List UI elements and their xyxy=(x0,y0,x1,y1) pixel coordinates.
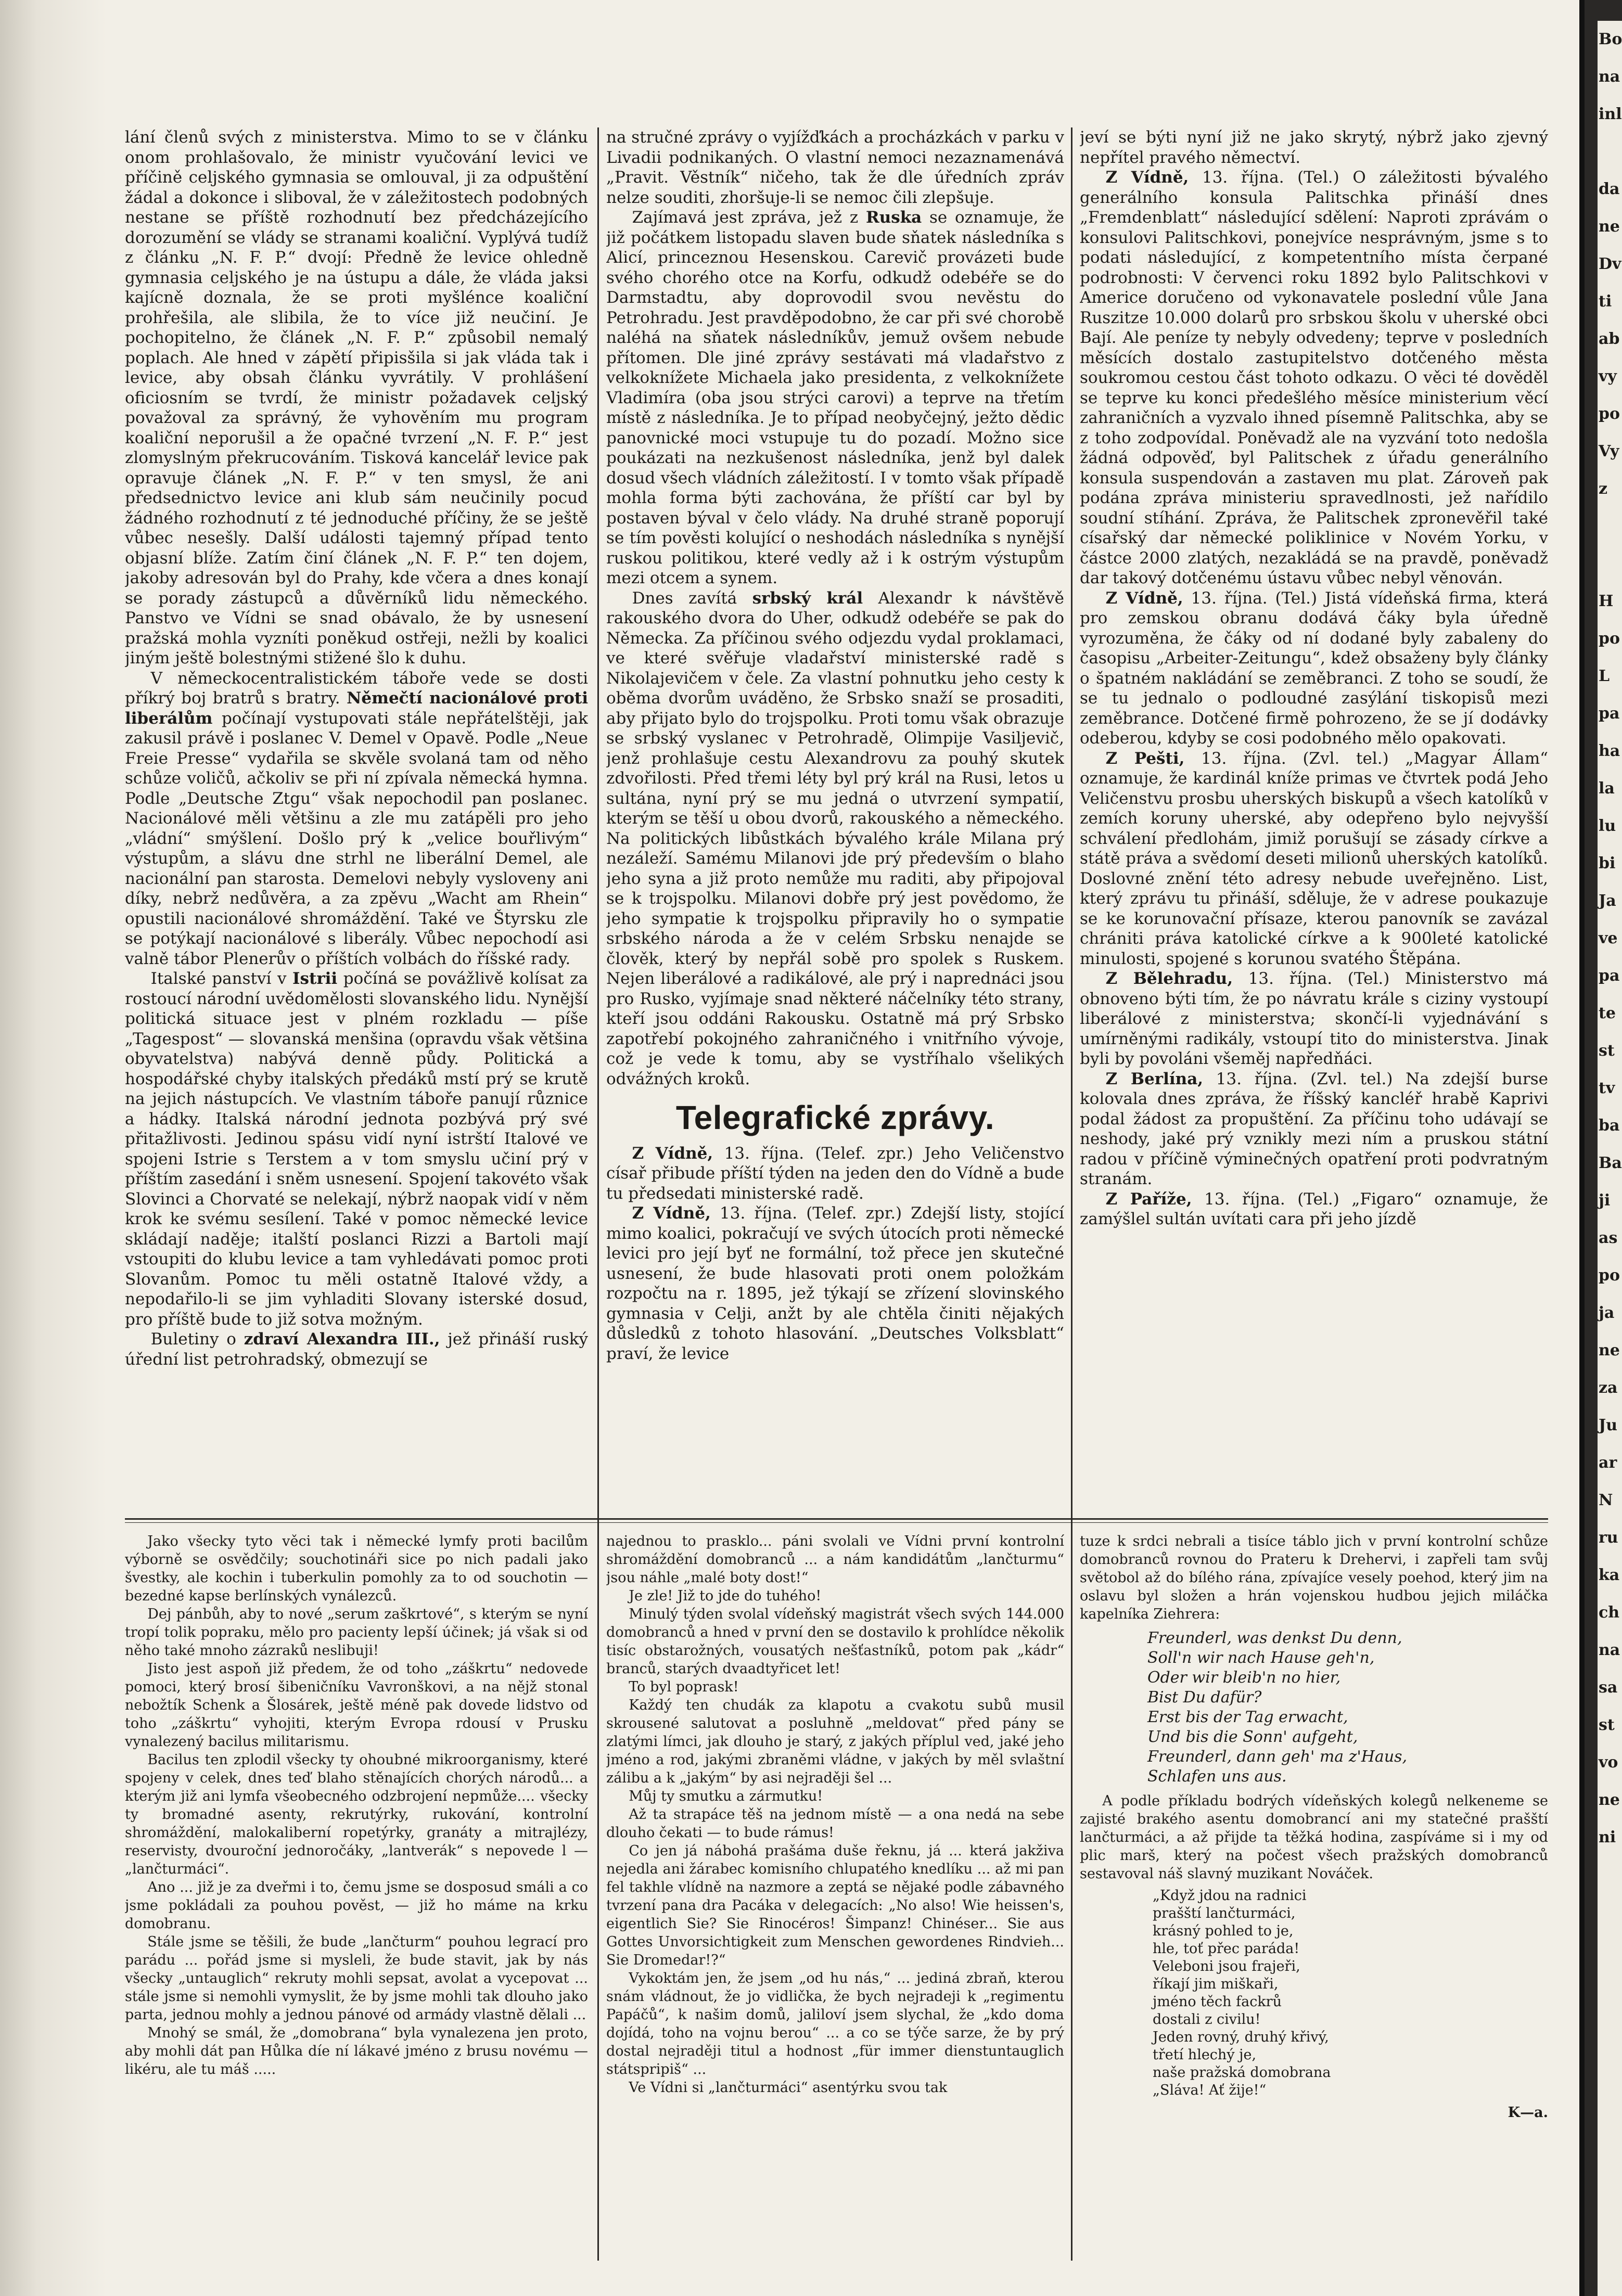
article-text xyxy=(125,127,588,1369)
telegram: Z Vídně, 13. října. (Telef. zpr.) Zdejší listy, stojící mimo koalici, pokračují ve svých útocích proti německé levici pro její byť ne formální, tož přece jen skutečné usnesení, že bude hlasovati proti onem položkám rozpočtu na r. 1895, jež týkají se zřízení slovinského gymnasia v Celji, anžt by ale chtěla činiti nějakých důsledků z tohoto hlasování. „Deutsches Volksblatt“ praví, že levice xyxy=(606,1204,1064,1363)
edge-text-fragment: pa xyxy=(1599,967,1620,985)
edge-text-fragment: vy xyxy=(1599,367,1617,386)
page-spine xyxy=(1579,0,1585,2296)
edge-text-fragment: po xyxy=(1599,1266,1620,1285)
edge-text-fragment: ve xyxy=(1599,929,1618,947)
edge-text-fragment: ne xyxy=(1599,1341,1620,1359)
verse-line: Und bis die Sonn' aufgeht, xyxy=(1147,1728,1358,1746)
verse-line: „Když jdou na radnici xyxy=(1153,1888,1307,1904)
verse-line: říkají jim miškaři, xyxy=(1153,1976,1279,1992)
dateline: Z Vídně, xyxy=(632,1204,711,1223)
dateline: Z Paříže, xyxy=(1105,1189,1192,1209)
dateline: Z Vídně, xyxy=(1105,168,1189,187)
telegram: Z Vídně, 13. října. (Tel.) Jistá vídeňská firma, která pro zemskou obranu dodává čáky byla úředně vyrozuměna, že čáky od ní dodané byly zabaleny do časopisu „Arbeiter-Zeitungu“, kdež obsaženy byly články o špatném nakládání se zeměbranci. Z toho se soudí, že se tu jednalo o podloudné zasýlání tiskopisů mezi zeměbrance. Dotčené firmě pohrozeno, že se jí dodávky odeberou, kdyby se cosi podobného mělo opakovati. xyxy=(1080,588,1548,748)
dateline: Z Pešti, xyxy=(1105,749,1185,768)
paragraph: To byl poprask! xyxy=(629,1679,739,1695)
column-rule xyxy=(597,127,599,2261)
paragraph: Jisto jest aspoň již předem, že od toho „záškrtu“ nedovede pomoci, který brosí šibeničníku Vavronškovi, a na nějž stonal nebožtík Schenk a Šlosárek, ještě méně pak dovede lidstvo od toho „záškrtu“ vyhojiti, kterým Evropa rdousí v Prusku vynalezený bacilus militarismu. xyxy=(125,1661,588,1750)
edge-text-fragment: vo xyxy=(1599,1753,1618,1772)
edge-text-fragment: ba xyxy=(1599,1117,1620,1135)
edge-text-fragment: Ba xyxy=(1599,1154,1622,1172)
edge-text-fragment: N xyxy=(1599,1491,1613,1509)
edge-text-fragment: na xyxy=(1599,68,1620,86)
paragraph: Ve Vídni si „lančturmáci“ asentýrku svou tak xyxy=(629,2080,948,2096)
edge-text-fragment: as xyxy=(1599,1229,1618,1247)
edge-text-fragment: ja xyxy=(1599,1304,1615,1322)
edge-text-fragment xyxy=(1599,545,1622,583)
edge-text-fragment xyxy=(1599,508,1622,545)
dateline: Z Vídně, xyxy=(632,1144,713,1163)
paragraph: najednou to prasklo... páni svolali ve Vídni první kontrolní shromáždění domobranců ... a nám kandidátům „lančturmu“ jsou náhle „malé boty dost!“ xyxy=(606,1533,1064,1586)
verse-line: prašští lančturmáci, xyxy=(1153,1905,1296,1921)
edge-text-fragment: ar xyxy=(1599,1454,1617,1472)
feuilleton-rule xyxy=(125,1518,1548,1520)
edge-text-fragment: lu xyxy=(1599,817,1616,835)
paragraph: Dnes zavítá srbský král Alexandr k návštěvě rakouského dvora do Uher, odkudž odebéře se pak do Německa. Za příčinou svého odjezdu vydal proklamaci, ve které svěřuje vladařství ministerské radě s Nikolajevičem v čele. Za vlastní pohnutku jeho cesty k oběma dvorům uváděno, že Srbsko snaží se prosaditi, aby přijato bylo do trojspolku. Proti tomu však obrazuje se srbský vyslanec v Petrohradě, Olimpije Vasiljevič, jenž prohlašuje cestu Alexandrovu za pouhý skutek zdvořilosti. Před třemi léty byl prý král na Rusi, letos u sultána, nyní prý se mu jedná o utvrzení sympatií, kterým se těší u obou dvorů, rakouského a německého. Na politických libůstkách bývalého krále Milana prý nezáleží. Samému Milanovi jde prý především o blaho jeho syna a již proto nemůže mu raditi, aby připojoval se k trojspolku. Milanovi dobře prý jest povědomo, že jeho sympatie k trojspolku připravily ho o sympatie srbského národa a že v celém Srbsku nenajde se člověk, který by nepřál sobě pro spolek s Ruskem. Nejen liberálové a radikálové, ale prý i naprednáci jsou pro Rusko, vyjímaje snad některé náčelníky této strany, kteří jsou oddáni Rakousku. Ostatně má prý Srbsko zapotřebí pokojného zahraničného i vnitřního vývoje, což je vede k tomu, aby se vystříhalo všelikých odvážných kroků. xyxy=(606,588,1064,1088)
verse-line: Jeden rovný, druhý křivý, xyxy=(1153,2029,1329,2045)
emphasis: Istrii xyxy=(292,969,338,988)
feuilleton-column-3 xyxy=(1080,1532,1548,2219)
paragraph: Bacilus ten zplodil všecky ty ohoubné mikroorganismy, které spojeny v celek, dnes teď blaho stěnajících chorých národů... a kterým již ani lymfa všeobecného odzbrojení nepmůže.... všecky ty bromadné asenty, rekrutýrky, rukování, kontrolní shromáždění, malokaliberní ropetýrky, granáty a mitrajlézy, reservisty, dvouroční jednoročáky, „lantverák“ s nepovede l — „lančturmáci“. xyxy=(125,1752,588,1877)
column-1 xyxy=(125,127,588,1495)
feuilleton-text xyxy=(1080,1532,1548,2122)
column-3 xyxy=(1080,127,1548,1495)
verse-line: Erst bis der Tag erwacht, xyxy=(1147,1708,1348,1726)
paragraph: Vykoktám jen, že jsem „od hu nás,“ ... jediná zbraň, kterou snám vládnout, že jo vidlička, že bych nejradeji k „regimentu Papáčů“, k našim domů, jaliloví jsem slychal, že „kdo doma dojídá, toho na vojnu berou“ ... a co se týče sarze, že by prý dostal nejraději titul a hodnost „für immer dienstuntauglich státspripiš“ ... xyxy=(606,1970,1064,2077)
verse-line: třetí hlechý je, xyxy=(1153,2047,1257,2063)
next-page-fragment xyxy=(1598,21,1622,2296)
edge-text-fragment: ka xyxy=(1599,1566,1620,1584)
edge-text-fragment: Dv xyxy=(1599,255,1621,273)
paragraph: Italské panství v Istrii počíná se povážlivě kolísat za rostoucí národní uvědomělosti slovanského lidu. Nynější politická situace jest v plném rozkladu — píše „Tagespost“ — slovanská menšina (opravdu však většina obyvatelstva) nabývá denně půdy. Politická a hospodářské chyby italských předáků mstí prý se krutě na jejich nástupcích. Ve vlastním táboře panují různice a hádky. Italská národní jednota pozbývá prý své přitažlivosti. Jedinou spásu vidí nyní istrští Italové ve spojeni Istrie s Terstem a v tom smyslu učiní prý v příštím zasedání i sněm usnesení. Spojení takovéto však Slovinci a Chorvaté se nelekají, nýbrž naopak vidí v něm krok ke svému sesílení. Také v pomoc německé levice skládají naděje; italští poslanci Rizzi a Bartoli mají vstoupiti do klubu levice a tam vyhledávati pomoc proti Slovanům. Pomoc tu měli ostatně Italové vždy, a nepodařilo-li se jim vyhladiti Slovany isterské dosud, pro příště bude to již sotva možným. xyxy=(125,969,588,1329)
edge-text-fragment: Ja xyxy=(1599,892,1616,910)
dateline: Z Vídně, xyxy=(1105,588,1183,608)
verse-line: Schlafen uns aus. xyxy=(1147,1767,1287,1786)
edge-text-fragment: tv xyxy=(1599,1079,1615,1097)
edge-text-fragment: ji xyxy=(1599,1191,1611,1210)
verse-line: Soll'n wir nach Hause geh'n, xyxy=(1147,1649,1375,1667)
dateline: Z Berlína, xyxy=(1105,1069,1204,1088)
column-2 xyxy=(606,127,1064,1495)
song-verse-german xyxy=(1147,1628,1548,1787)
edge-text-fragment: ni xyxy=(1599,1828,1616,1846)
paragraph: Každý ten chudák za klapotu a cvakotu subů musil skrousené salutovat a posluhně „meldovat“ před pány se zlatými límci, jak dlouho je starý, z jakých příplul ved, jaké jeho jméno a rod, jakými zbraněmi vládne, v jakých by měl svlaštní zálibu a k „jakým“ by asi nejraději šel ... xyxy=(606,1697,1064,1786)
edge-text-fragment: sa xyxy=(1599,1678,1618,1697)
edge-text-fragment xyxy=(1599,133,1622,171)
paragraph: Až ta strapáce těš na jednom místě — a ona nedá na sebe dlouho čekati — to bude rámus! xyxy=(606,1806,1064,1841)
dateline: Z Bělehradu, xyxy=(1105,969,1233,988)
author-signature: K—a. xyxy=(1508,2105,1548,2121)
edge-text-fragment: bi xyxy=(1599,854,1616,873)
edge-text-fragment: inl xyxy=(1599,105,1622,123)
emphasis: srbský král xyxy=(752,588,863,608)
edge-text-fragment: po xyxy=(1599,405,1620,423)
edge-text-fragment: pa xyxy=(1599,704,1620,723)
edge-text-fragment: Bo xyxy=(1599,30,1622,48)
song-verse-czech xyxy=(1153,1887,1548,2099)
edge-text-fragment: Vy xyxy=(1599,442,1619,460)
edge-text-fragment: ne xyxy=(1599,217,1620,236)
paragraph: Minulý týden svolal vídeňský magistrát všech svých 144.000 domobranců a hned v první den se dostavilo k prohlídce několik tisíc obstarožných, vousatých nešťastníků, potom pak „kádr“ branců, starých dvaadtyřicet let! xyxy=(606,1606,1064,1677)
feuilleton-column-2 xyxy=(606,1532,1064,2198)
edge-text-fragment: Ju xyxy=(1599,1416,1618,1434)
column-rule xyxy=(1071,127,1072,2261)
emphasis: Ruska xyxy=(865,208,922,227)
telegram: Z Vídně, 13. října. (Telef. zpr.) Jeho Veličenstvo císař přibude příští týden na jeden den do Vídně a bude tu předsedati ministerské radě. xyxy=(606,1144,1064,1203)
verse-line: dostali z civilu! xyxy=(1153,2011,1261,2028)
verse-line: hle, toť přec paráda! xyxy=(1153,1941,1300,1957)
edge-text-fragment: ch xyxy=(1599,1604,1620,1622)
edge-text-fragment: po xyxy=(1599,630,1620,648)
verse-line: naše pražská domobrana xyxy=(1153,2064,1331,2081)
paragraph: Dej pánbůh, aby to nové „serum zaškrtové“, s kterým se nyní tropí tolik popraku, mělo pro pacienty lepší účinek; já však si od něho také mnoho zázraků neslibuji! xyxy=(125,1606,588,1659)
telegram: Z Berlína, 13. října. (Zvl. tel.) Na zdejší burse kolovala dnes zpráva, že říšský kancléř hrabě Kaprivi podal žádost za propuštění. Za příčinu toho udávají se neshody, jaké prý vznikly mezi ním a pruskou státní radou v příčině výminečných opatření proti podvratným stranám. xyxy=(1080,1069,1548,1188)
verse-line: jméno těch fackrů xyxy=(1153,1994,1282,2010)
edge-text-fragment: ab xyxy=(1599,330,1620,348)
article-text xyxy=(606,127,1064,1364)
scan-margin xyxy=(0,0,107,2296)
edge-text-fragment: ru xyxy=(1599,1529,1618,1547)
feuilleton-text xyxy=(125,1532,588,2079)
paragraph: Buletiny o zdraví Alexandra III., jež přináší ruský úřední list petrohradský, obmezují se xyxy=(125,1330,588,1369)
feuilleton-rule xyxy=(125,1522,1548,1523)
edge-text-fragment: za xyxy=(1599,1379,1618,1397)
edge-text-fragment: ne xyxy=(1599,1791,1620,1809)
verse-line: Freunderl, was denkst Du denn, xyxy=(1147,1629,1402,1647)
edge-text-fragment: ha xyxy=(1599,742,1620,760)
telegram: Z Vídně, 13. října. (Tel.) O záležitosti bývalého generálního konsula Palitschka přináší dnes „Fremdenblatt“ následující sdělení: Naproti zprávám o konsulovi Palitschkovi, ponejvíce nesprávným, jsme s to podati následující, z kompetentního místa čerpané podrobnosti: V červenci roku 1892 bylo Palitschkovi v Americe doručeno od vykonavatele poslední vůle Jana Ruszitze 10.000 dolarů pro srbskou školu v uherské obci Bají. Ale peníze ty nebyly odvedeny; teprve v posledních měsících dostalo zastupitelstvo dotčeného města soukromou cestou část tohoto odkazu. O věci té dověděl se teprve ku konci předešlého měsíce ministerium věcí zahraničních a vyzvalo ihned písemně Palitschka, aby se z toho zodpovídal. Poněvadž ale na vyzvání toto nedošla žádná odpověď, byl Palitschek z úřadu generálního konsula suspendován a zastaven mu plat. Zároveň pak podána zpráva ministeriu spravedlnosti, jež nařídilo soudní stíhání. Zpráva, že Palitschek zpronevěřil také císařský dar německé poliklinice v Novém Yorku, v částce 2000 zlatých, nezakládá se na pravdě, poněvadž dar takový dotčenému ústavu vůbec nebyl věnován. xyxy=(1080,168,1548,587)
verse-line: Oder wir bleib'n no hier, xyxy=(1147,1669,1341,1687)
feuilleton-text xyxy=(606,1532,1064,2097)
edge-text-fragment: H xyxy=(1599,592,1614,610)
edge-text-fragment: L xyxy=(1599,667,1610,685)
paragraph: Zajímavá jest zpráva, jež z Ruska se oznamuje, že již počátkem listopadu slaven bude sňatek následníka s Alicí, princeznou Hesenskou. Carevič provázeti bude svého chorého otce na Korfu, odkudž odebéře se do Darmstadtu, aby doprovodil svou nevěstu do Petrohradu. Jest pravděpodobno, že car při své chorobě naléhá na sňatek následníkův, jemuž ovšem nebude přítomen. Dle jiné zprávy sestávati má vladařstvo z velkoknížete Michaela jako presidenta, z velkoknížete Vladimíra (oba jsou strýci carovi) a teprve na třetím místě z následníka. Je to případ neobyčejný, ježto dědic panovnické moci vstupuje tu do pozadí. Možno sice poukázati na nezkušenost následníka, jenž byl dalek dosud všech vládních záležitostí. I v tomto však případě mohla forma býti zachována, že příští car byl by postaven býval v čelo vlády. Na druhé straně poporují se tím pověsti kolující o neshodách následníka s nynější ruskou politikou, které vedly až i k ostrým výstupům mezi otcem a synem. xyxy=(606,208,1064,587)
feuilleton-column-1 xyxy=(125,1532,588,2198)
paragraph: lání členů svých z ministerstva. Mimo to se v článku onom prohlašovalo, že ministr vyučování levici ve příčině celjského gymnasia se omlouval, ji za odpuštění žádal a dokonce i sliboval, že v záležitostech podobných nestane se příště rozhodnutí bez předcházejícího dorozumění se vlády se stranami koaliční. Vyplývá tudíž z článku „N. F. P.“ dvojí: Předně že levice ohledně gymnasia celjského je na ústupu a dále, že vláda jaksi kajícně doznala, že se proti myšlénce koaliční prohřešila, ale slibila, že to více již neučiní. Je pochopitelno, že článek „N. F. P.“ způsobil nemalý poplach. Ale hned v zápětí připisšila si jak vláda tak i levice, aby obsah článku vyvrátily. V prohlášení oficiosním se tvrdí, že ministr požadavek celjský považoval za správný, že vyhověním mu program koaliční neporušil a že opačné tvrzení „N. F. P.“ jest zlomyslným překrucováním. Tisková kancelář levice pak opravuje článek „N. F. P.“ v ten smysl, že ani předsednictvo levice ani klub sám neučinily pocud žádného rozhodnutí z té jednoduché příčiny, že se ještě vůbec nesešly. Další události tajemný případ tento objasní blíže. Zatím činí článek „N. F. P.“ ten dojem, jakoby adresován byl do Prahy, kde včera a dnes konají se porady zástupců a důvěrníků lidu německého. Panstvo ve Vídni se snad obávalo, že by usnesení pražská mohla vyzníti poněkud ostřeji, nežli by koalici jiným ještě bolestnými stižené šlo k duhu. xyxy=(125,128,588,668)
paragraph: A podle příkladu bodrých vídeňských kolegů nelkeneme se zajisté brakého asentu domobrancí ani my statečné prašští lančturmáci, a až přijde ta těžká hodina, zaspíváme si i my od plic marš, který na počest všech pražských domobranců sestavoval náš slavný muzikant Nováček. xyxy=(1080,1793,1548,1882)
edge-text-fragment: st xyxy=(1599,1042,1615,1060)
section-heading: Telegrafické zprávy. xyxy=(675,1099,995,1136)
verse-line: Veleboni jsou frajeři, xyxy=(1153,1958,1300,1974)
verse-line: Bist Du dafür? xyxy=(1147,1688,1262,1707)
verse-line: Freunderl, dann geh' ma z'Haus, xyxy=(1147,1748,1408,1766)
paragraph: Stále jsme se těšili, že bude „lančturm“ pouhou legrací pro parádu ... pořád jsme si mysleli, že bude stavit, jak by nás všecky „untauglich“ rekruty mohli sepsat, avolat a vycepovat ... stále jsme si nemohli vymyslit, že by jsme mohli tak dlouho jako parta, jednou mohly a jednou pánové od armády vlastně dělali ... xyxy=(125,1934,588,2023)
paragraph: Můj ty smutku a zármutku! xyxy=(629,1788,823,1804)
telegram: Z Paříže, 13. října. (Tel.) „Figaro“ oznamuje, že zamýšlel sultán uvítati cara při jeho jízdě xyxy=(1080,1189,1548,1228)
emphasis: zdraví Alexandra III., xyxy=(244,1330,440,1349)
edge-text-fragment: ti xyxy=(1599,292,1612,311)
paragraph: tuze k srdci nebrali a tisíce táblo jich v první kontrolní schůze domobranců rovnou do Prateru k Drehervi, i zapřeli tam svůj světobol až do bílého rána, zpívajíce vesely poehod, který jim na oslavu byl složen a hrán vojenskou hudbou jejich miláčka kapelníka Ziehrera: xyxy=(1080,1533,1548,1622)
edge-text-fragment: te xyxy=(1599,1004,1616,1022)
edge-text-fragment: st xyxy=(1599,1716,1615,1734)
verse-line: „Sláva! Ať žije!“ xyxy=(1153,2082,1267,2098)
paragraph: Jako všecky tyto věci tak i německé lymfy proti bacilům výborně se osvědčily; souchotináři sice po nich padali jako švestky, ale kochin i tuberkulin pomohly za to od souchotin — bezedné kapse berlínských vynálezců. xyxy=(125,1533,588,1604)
edge-text-fragment: na xyxy=(1599,1641,1620,1659)
verse-line: krásný pohled to je, xyxy=(1153,1923,1294,1939)
article-text xyxy=(1080,127,1548,1229)
paragraph: Ano ... již je za dveřmi i to, čemu jsme se dosposud smáli a co jsme pokládali za pouhou pověst, — již ho máme na krku domobranu. xyxy=(125,1879,588,1932)
paragraph: V německocentralistickém táboře vede se dosti příkrý boj bratrů s bratry. Němečtí nacionálové proti liberálům počínají vystupovati stále nepřátelštěji, jak zakusil právě i poslanec V. Demel v Opavě. Podle „Neue Freie Presse“ vydařila se skvěle svolaná tam od něho schůze voličů, ačkoliv se při ní zpívala německá hymna. Podle „Deutsche Ztgu“ však nepochodil pan poslanec. Nacionálové měli většinu a zle mu zatápěli pro jeho „vládní“ smýšlení. Došlo prý k „velice bouřlivým“ výstupům, a slávu dne strhl ne liberální Demel, ale nacionální pan starosta. Demelovi nebyly vysloveny ani díky, nebrž nedůvěra, a za zpěvu „Wacht am Rhein“ opustili nacionálové shromáždění. Také ve Štyrsku zle se potýkají nacionálové s liberály. Vůbec nepochodí asi valně tábor Plenerův o příštích volbách do říšské rady. xyxy=(125,669,588,968)
telegram: Z Pešti, 13. října. (Zvl. tel.) „Magyar Állam“ oznamuje, že kardinál kníže primas ve čtvrtek podá Jeho Veličenstvu prosbu uherských biskupů a všech katolíků v zemích koruny uherské, aby odepřeno bylo nejvyšší schválení předlohám, jimiž porušují se zásady církve a státě práva a svědomí deseti milionů uherských katolíků. Doslovné znění této adresy nebude uveřejněno. List, který zprávu tu přináší, sděluje, že v adrese poukazuje se ke korunovační přísaze, kterou panovník se zavázal chrániti práva katolické církve a k 900leté katolické minulosti, spojené s korunou svatého Štěpána. xyxy=(1080,749,1548,968)
edge-text-fragment: z xyxy=(1599,480,1608,498)
edge-text-fragment: la xyxy=(1599,779,1615,798)
emphasis: Němečtí nacionálové proti liberálům xyxy=(125,689,588,728)
paragraph: Co jen já nábohá prašáma duše řeknu, já ... která jakživa nejedla ani žárabec komisního chlupatého knedlíku ... až mi pan fel takhle vlídně na nazmore a zeptá se nějaké podle zábavného tvrzení pana dra Pacáka v delegacích: „No also! Wie heissen's, eigentlich Sie? Sie Rinocéros! Šimpanz! Chinéser... Sie aus Gottes Unvorsichtigkeit zum Menschen gewordenes Rindvieh... Sie Dromedar!?“ xyxy=(606,1843,1064,1968)
paragraph: jeví se býti nyní již ne jako skrytý, nýbrž jako zjevný nepřítel pravého němectví. xyxy=(1080,128,1548,167)
paragraph: na stručné zprávy o vyjížďkách a procházkách v parku v Livadii podnikaných. O vlastní nemoci nezaznamenává „Pravit. Věstník“ ničeho, tak že dle úředních zpráv nelze souditi, zhoršuje-li se nemoc čili zlepšuje. xyxy=(606,128,1064,207)
paragraph: Mnohý se smál, že „domobrana“ byla vynalezena jen proto, aby mohli dát pan Hůlka díe ní lákavé jméno z brusu novému — likéru, ale tu máš ..... xyxy=(125,2025,588,2077)
telegram: Z Bělehradu, 13. října. (Tel.) Ministerstvo má obnoveno býti tím, že po návratu krále s ciziny vystoupí liberálové z ministerstva; skončí-li vyjednávání s umírněnými radikály, vstoupí tito do ministerstva. Jinak byli by povoláni všeměj napředňáci. xyxy=(1080,969,1548,1068)
edge-text-fragment: da xyxy=(1599,180,1620,198)
paragraph: Je zle! Již to jde do tuhého! xyxy=(629,1588,822,1604)
